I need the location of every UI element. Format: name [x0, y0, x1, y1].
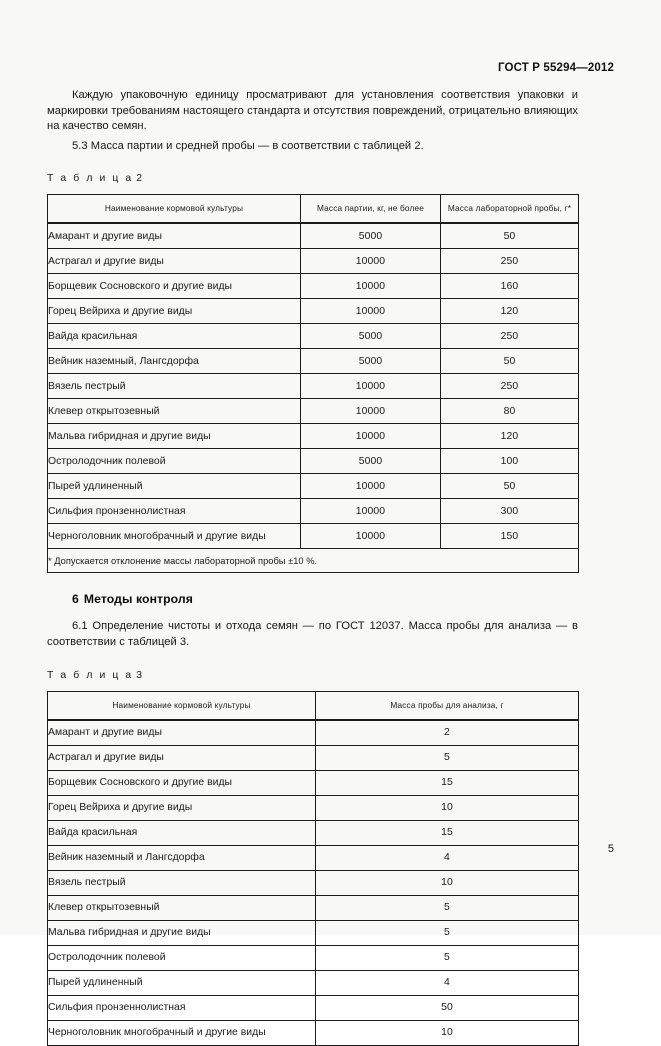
cell-lot-mass: 10000	[301, 524, 441, 549]
table-row	[48, 223, 579, 249]
cell-lot-mass: 10000	[301, 374, 441, 399]
cell-lot-mass: 5000	[301, 449, 441, 474]
table2-header-row	[48, 195, 579, 224]
cell-culture-name: Амарант и другие виды	[48, 223, 301, 249]
cell-culture-name: Астрагал и другие виды	[48, 249, 301, 274]
cell-lot-mass: 10000	[301, 399, 441, 424]
cell-culture-name: Горец Вейриха и другие виды	[48, 795, 316, 820]
cell-culture-name: Клевер открытозевный	[48, 895, 316, 920]
cell-lab-sample-mass: 150	[441, 524, 579, 549]
table-row	[48, 920, 579, 945]
cell-lab-sample-mass: 120	[441, 424, 579, 449]
table3-caption-number: 3	[136, 669, 143, 681]
cell-lot-mass: 5000	[301, 324, 441, 349]
cell-analysis-sample-mass: 4	[316, 970, 579, 995]
table3-col-header-analysis-mass: Масса пробы для анализа, г	[316, 691, 579, 720]
table-row	[48, 995, 579, 1020]
table-row	[48, 970, 579, 995]
cell-culture-name: Амарант и другие виды	[48, 720, 316, 746]
cell-analysis-sample-mass: 15	[316, 820, 579, 845]
table2-footnote: * Допускается отклонение массы лабораторной пробы ±10 %.	[48, 549, 579, 573]
table3-caption	[47, 670, 578, 681]
table-row	[48, 499, 579, 524]
cell-lot-mass: 10000	[301, 299, 441, 324]
cell-culture-name: Мальва гибридная и другие виды	[48, 424, 301, 449]
table2-foot	[48, 549, 579, 573]
cell-culture-name: Сильфия пронзеннолистная	[48, 995, 316, 1020]
table-mass-of-lot-and-average-sample	[47, 194, 579, 573]
table-row	[48, 870, 579, 895]
table-row	[48, 399, 579, 424]
cell-analysis-sample-mass: 15	[316, 770, 579, 795]
table-row	[48, 745, 579, 770]
table-row	[48, 474, 579, 499]
cell-culture-name: Остролодочник полевой	[48, 945, 316, 970]
cell-lab-sample-mass: 100	[441, 449, 579, 474]
cell-analysis-sample-mass: 5	[316, 745, 579, 770]
cell-lab-sample-mass: 50	[441, 474, 579, 499]
page-content	[47, 88, 578, 1046]
cell-culture-name: Борщевик Сосновского и другие виды	[48, 274, 301, 299]
cell-lot-mass: 5000	[301, 223, 441, 249]
cell-analysis-sample-mass: 10	[316, 1020, 579, 1045]
cell-analysis-sample-mass: 5	[316, 920, 579, 945]
spacer	[47, 651, 578, 670]
table3-header-row	[48, 691, 579, 720]
table-row	[48, 424, 579, 449]
cell-lab-sample-mass: 300	[441, 499, 579, 524]
cell-analysis-sample-mass: 5	[316, 945, 579, 970]
cell-lab-sample-mass: 50	[441, 223, 579, 249]
cell-analysis-sample-mass: 50	[316, 995, 579, 1020]
table-row	[48, 795, 579, 820]
table-row	[48, 299, 579, 324]
cell-analysis-sample-mass: 4	[316, 845, 579, 870]
cell-culture-name: Горец Вейриха и другие виды	[48, 299, 301, 324]
paragraph-packaging-inspection: Каждую упаковочную единицу просматривают для установления соответствия упаковки и маркировки требованиям настоящего стандарта и отсутствия повреждений, отрицательно влияющих на качество семян.	[47, 89, 578, 133]
cell-lab-sample-mass: 120	[441, 299, 579, 324]
cell-culture-name: Вейник наземный и Лангсдорфа	[48, 845, 316, 870]
table-row	[48, 820, 579, 845]
cell-culture-name: Сильфия пронзеннолистная	[48, 499, 301, 524]
table-row	[48, 324, 579, 349]
table-row	[48, 895, 579, 920]
table2-caption-label: Т а б л и ц а	[47, 173, 134, 185]
cell-lab-sample-mass: 80	[441, 399, 579, 424]
table-row	[48, 349, 579, 374]
table-row	[48, 720, 579, 746]
table3-head	[48, 691, 579, 720]
cell-lot-mass: 10000	[301, 499, 441, 524]
spacer	[47, 606, 578, 619]
cell-lab-sample-mass: 160	[441, 274, 579, 299]
table2-head	[48, 195, 579, 224]
spacer	[47, 573, 578, 592]
table2-col-header-lot-mass: Масса партии, кг, не более	[301, 195, 441, 224]
cell-culture-name: Вейник наземный, Лангсдорфа	[48, 349, 301, 374]
cell-culture-name: Вязель пестрый	[48, 374, 301, 399]
table-row	[48, 945, 579, 970]
table2-col-header-lab-sample-mass: Масса лабораторной пробы, г*	[441, 195, 579, 224]
cell-culture-name: Остролодочник полевой	[48, 449, 301, 474]
page-number: 5	[607, 843, 614, 855]
spacer	[47, 681, 578, 691]
cell-lot-mass: 10000	[301, 249, 441, 274]
cell-lab-sample-mass: 250	[441, 324, 579, 349]
cell-culture-name: Черноголовник многобрачный и другие виды	[48, 524, 301, 549]
table3-caption-label: Т а б л и ц а	[47, 669, 134, 681]
section-6-title: Методы контроля	[83, 592, 193, 607]
cell-lot-mass: 10000	[301, 424, 441, 449]
cell-analysis-sample-mass: 2	[316, 720, 579, 746]
table-row	[48, 770, 579, 795]
table-mass-of-analysis-sample	[47, 691, 579, 1046]
table2-footnote-row	[48, 549, 579, 573]
cell-lot-mass: 10000	[301, 274, 441, 299]
cell-analysis-sample-mass: 5	[316, 895, 579, 920]
cell-culture-name: Вайда красильная	[48, 820, 316, 845]
cell-analysis-sample-mass: 10	[316, 795, 579, 820]
cell-analysis-sample-mass: 10	[316, 870, 579, 895]
cell-culture-name: Астрагал и другие виды	[48, 745, 316, 770]
cell-lot-mass: 5000	[301, 349, 441, 374]
table3-col-header-culture: Наименование кормовой культуры	[48, 691, 316, 720]
table-row	[48, 249, 579, 274]
cell-culture-name: Вязель пестрый	[48, 870, 316, 895]
table2-caption-number: 2	[136, 173, 143, 185]
section-heading-6	[47, 592, 578, 606]
spacer	[47, 154, 578, 173]
clause-6-1: 6.1 Определение чистоты и отхода семян — по ГОСТ 12037. Масса пробы для анализа — в соответствии с таблицей 3.	[47, 620, 578, 648]
clause-5-3: 5.3 Масса партии и средней пробы — в соответствии с таблицей 2.	[72, 139, 424, 152]
section-6-number: 6	[72, 592, 79, 607]
table-row	[48, 845, 579, 870]
cell-culture-name: Черноголовник многобрачный и другие виды	[48, 1020, 316, 1045]
cell-culture-name: Мальва гибридная и другие виды	[48, 920, 316, 945]
cell-culture-name: Пырей удлиненный	[48, 970, 316, 995]
table-row	[48, 449, 579, 474]
document-standard-header: ГОСТ Р 55294—2012	[497, 62, 614, 74]
table-row	[48, 374, 579, 399]
table-row	[48, 274, 579, 299]
spacer	[47, 184, 578, 194]
cell-lab-sample-mass: 250	[441, 374, 579, 399]
cell-lot-mass: 10000	[301, 474, 441, 499]
cell-culture-name: Пырей удлиненный	[48, 474, 301, 499]
table-row	[48, 524, 579, 549]
cell-lab-sample-mass: 250	[441, 249, 579, 274]
table2-caption	[47, 173, 578, 184]
table2-body	[48, 223, 579, 549]
table2-col-header-culture: Наименование кормовой культуры	[48, 195, 301, 224]
cell-culture-name: Борщевик Сосновского и другие виды	[48, 770, 316, 795]
table-row	[48, 1020, 579, 1045]
cell-culture-name: Клевер открытозевный	[48, 399, 301, 424]
cell-culture-name: Вайда красильная	[48, 324, 301, 349]
cell-lab-sample-mass: 50	[441, 349, 579, 374]
table3-body	[48, 720, 579, 1046]
